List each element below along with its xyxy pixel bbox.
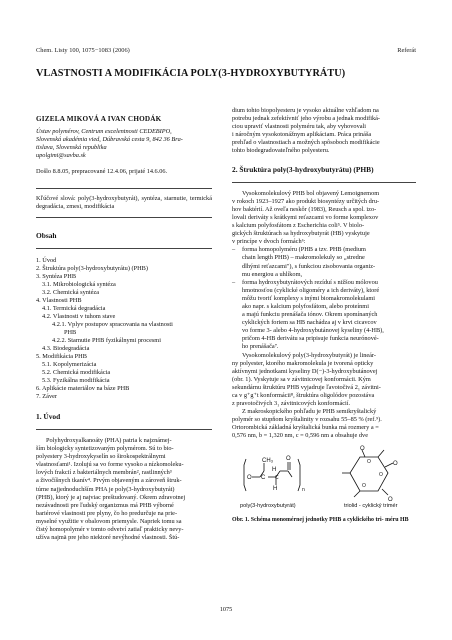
affiliation (36, 128, 212, 152)
text-line: dium tohto biopolyesteru je vysoko aktuálne vzhľadom na (232, 107, 379, 114)
text-line: vo forme 3- alebo 4-hydroxybutánovej kyseliny (4-HB), (242, 327, 384, 335)
text-line: aktívnymi jednotkami kyseliny D(−)-3-hydroxybutánovej (232, 367, 378, 375)
caption-label: Obr. 1. (232, 516, 250, 523)
keywords-box: Kľúčové slová: poly(3-hydroxybutyrát), syntéza, starnutie, termická degradácia, zmesi, modifikácia (36, 188, 212, 218)
toc-item: PHB (64, 328, 77, 336)
toc-item: 2. Štruktúra poly(3-hydroxybutyrátu) (PHB) (36, 264, 148, 272)
text-line: i náročným vysokotonážnym aplikáciam. Práca prináša (232, 131, 372, 139)
text-line: lových frakcií z bakteriálnych membrán², rastlinných³ (36, 469, 172, 477)
figure-label-right: triolid - cyklický trimér (344, 502, 398, 509)
text-line: ca v g⁺g⁺t konformácii⁸, štruktúra oligolódov pozostáva (232, 392, 375, 399)
figure-1 (232, 445, 416, 511)
text-line: polyestery 3-hydroxykyselín so širokospektrálnymi (36, 453, 166, 461)
text-line: ho prenášača⁷. (242, 343, 279, 351)
text-line: forma homopolyméru (PHB a tzv. PHB (medium (242, 246, 366, 254)
text-line: ciou upraviť vlastnosti polyméru tak, aby vyhovovali (232, 123, 367, 131)
toc-item: 3.1. Mikrobiologická syntéza (42, 280, 116, 288)
text-line: v princípe v dvoch formách⁶: (232, 238, 306, 246)
toc-item: 5. Modifikácia PHB (36, 352, 87, 360)
text-line: v rokoch 1923–1927 ako produkt biosyntézy určitých dru- (232, 197, 380, 205)
svg-text:O: O (388, 496, 393, 503)
text-line: Z makroskopického pohľadu je PHB semikryštalický (242, 408, 377, 416)
section2-heading: 2. Štruktúra poly(3-hydroxybutyrátu) (PHB) (232, 164, 374, 174)
toc-item: 5.3. Fyzikálna modifikácia (42, 376, 110, 384)
bullet-marker: – (232, 278, 236, 286)
text-line: a majú funkciu prenášača iónov. Okrem spomínaných (242, 311, 378, 319)
text-line: dlhými reťazcami"), s funkciou zisobovania organiz- (242, 262, 376, 270)
authors: GIZELA MIKOVÁ A IVAN CHODÁK (36, 115, 162, 123)
text-line: Vysokomolekulový PHB bol objavený Lemoignemom (242, 189, 380, 197)
text-line: vlastnosťami¹. Izolujú sa vo forme vysoko a nízkomoleku- (36, 461, 184, 469)
affiliation-line: tislava, Slovenská republika (36, 144, 107, 152)
figure-label-left: poly(3-hydroxybutyrát) (240, 502, 296, 509)
bullet-text (242, 246, 416, 278)
text-line: túrne najjednoduchším PHA je poly(3-hydroxybutyrát) (36, 485, 175, 493)
text-line: ny polyester, ktorého makromolekula je tvorená opticky (232, 359, 374, 367)
toc-item: 4.2.2. Starnutie PHB fyzikálnymi procesmi (52, 336, 161, 344)
page-number: 1075 (219, 606, 233, 613)
toc-divider (36, 248, 212, 249)
text-line: sekundárnu štruktúru PHB vyjadruje ľavotočivá 2₁ závitni- (232, 383, 381, 391)
text-line: chain length PHB) – makromolekuly so „stredne (242, 254, 365, 262)
toc-item: 3. Syntéza PHB (36, 272, 77, 280)
left-column (36, 107, 212, 542)
text-line: (PHB), ktorý je aj najviac preštudovaný. Okrem zdravotnej (36, 493, 186, 501)
figure-caption (232, 517, 416, 524)
table-of-contents (36, 257, 212, 401)
toc-item: 4.1. Termická degradácia (42, 304, 106, 312)
text-line: mu energiou a uhlíkom, (242, 270, 303, 278)
text-line: tohto biodegradovateľného polyesteru. (232, 147, 330, 155)
svg-text:H: H (273, 485, 278, 492)
toc-item: 4.2.1. Vplyv postupov spracovania na vlastnosti (52, 320, 173, 328)
toc-item: 5.2. Chemická modifikácia (42, 368, 111, 376)
svg-text:O: O (360, 445, 365, 452)
author-email[interactable]: upolgimi@savba.sk (36, 152, 86, 160)
toc-heading: Obsah (36, 230, 57, 240)
svg-text:O: O (393, 460, 398, 467)
section2-paragraph (232, 352, 416, 409)
toc-item: 1. Úvod (36, 256, 57, 264)
article-title: VLASTNOSTI A MODIFIKÁCIA POLY(3-HYDROXYBUTYRÁTU) (36, 68, 346, 79)
text-line: čistý homopolymér v tomto odvetví zatiaľ prakticky nevy- (36, 525, 184, 533)
text-line: môžu tvoriť komplexy s inými biomakromolekulami (242, 294, 375, 302)
text-line: cyklických foriem sa HB nachádza aj v krvi cicavcov (242, 319, 377, 327)
text-line: forma hydroxybutyrátových rezíduí s nižšou mólovou (242, 278, 378, 286)
text-line: prehľad o vlastnostiach a možných spôsoboch modifikácie (232, 139, 380, 147)
svg-text:C: C (275, 474, 279, 481)
text-line: Polyhydroxyalkanoáty (PHA) patria k najznámej- (46, 436, 172, 444)
triolide-structure (342, 450, 393, 497)
text-line: 0,576 nm, b = 1,320 nm, c = 0,596 nm a obsahuje dve (232, 432, 368, 440)
svg-text:O: O (379, 471, 383, 478)
text-line: hov baktérií. Až oveľa neskôr (1983), Reusch a spol. izo- (232, 205, 377, 213)
text-line: bariérové vlastnosti pre plyny, čo ho predurčuje na prie- (36, 509, 178, 517)
section-header: Referát (397, 47, 416, 54)
intro-heading: 1. Úvod (36, 411, 61, 421)
svg-text:n: n (302, 486, 305, 493)
section2-paragraph (232, 408, 416, 440)
received-dates: Došlo 8.8.05, prepracované 12.4.06, prijaté 14.6.06. (36, 168, 168, 176)
svg-text:O: O (362, 482, 366, 489)
text-line: a živočíšnych tkanív⁴. Prvým objaveným a zároveň štruk- (36, 477, 182, 485)
intro-paragraph (36, 437, 212, 542)
right-column (232, 107, 416, 524)
text-line: užíva najmä pre jeho niektoré nevýhodné vlastnosti. Štú- (36, 534, 180, 542)
svg-text:CH₃: CH₃ (262, 457, 274, 464)
caption-text: Schéma monomérnej jednotky PHB a cyklického tri- méru HB (250, 516, 409, 523)
bullet-item (232, 246, 416, 278)
text-line: polymér so stupňom kryštalinity v rozsahu 55–85 % (ref.⁹). (232, 416, 382, 424)
svg-text:H: H (272, 466, 277, 473)
affiliation-line: Ústav polymérov, Centrum excelentnosti CEDEBIPO, (36, 128, 172, 136)
text-line: (obr. 1). Vyskytuje sa v závitnicovej konformácii. Kým (232, 375, 371, 383)
text-line: nezávadnosti pre ľudský organizmus má PHB výborné (36, 501, 174, 509)
text-line: potrebu jednak zefektívniť jeho výrobu a jednak modifiká- (232, 115, 380, 123)
text-line: ším biologicky syntetizovaným polymérom. Sú to bio- (36, 445, 174, 453)
section2-intro (232, 190, 416, 247)
text-line: z pravotočivých 3₁ závitnicových konformácií. (232, 400, 351, 408)
svg-text:O: O (247, 474, 252, 481)
bullet-marker: – (232, 246, 236, 254)
text-line: ako napr. s kalcium polyfosfátom, alebo proteínmi (242, 302, 369, 310)
svg-text:O: O (367, 458, 371, 465)
chemical-structure-diagram (232, 445, 416, 505)
section2-divider (232, 182, 416, 183)
text-line: Vysokomolekulový poly(3-hydroxybutyrát) je lineár- (242, 351, 377, 359)
toc-item: 4.2. Vlastnosti v tuhom stave (42, 312, 116, 320)
toc-item: 6. Aplikácie materiálov na báze PHB (36, 384, 130, 392)
text-line: myselné využitie v obalovom priemysle. Napriek tomu sa (36, 517, 182, 525)
intro-divider (36, 429, 212, 430)
svg-text:O: O (286, 455, 291, 462)
toc-item: 4.3. Biodegradácia (42, 344, 90, 352)
text-line: lovali deriváty s krátkymi reťazcami vo forme komplexov (232, 213, 379, 221)
toc-item: 3.2. Chemická syntéza (42, 288, 100, 296)
text-line: s kalcium polyfosfátom z Escherichia coli⁵. V biolo- (232, 222, 365, 230)
text-line: pričom 4-HB derivátu sa pripisuje funkcia neurónové- (242, 335, 379, 343)
text-line: gických štruktúrach sa hydroxybutyrát (HB) vyskytuje (232, 230, 370, 238)
bullet-item (232, 279, 416, 352)
bullet-text (242, 279, 416, 352)
text-line: hmotnosťou (cyklické oligoméry a ich deriváty), ktoré (242, 286, 380, 294)
toc-item: 4. Vlastnosti PHB (36, 296, 82, 304)
intro-continuation (232, 107, 416, 156)
journal-header: Chem. Listy 100, 1075−1083 (2006) (36, 47, 130, 54)
svg-text:C: C (261, 474, 266, 481)
toc-item: 5.1. Kopolymerizácia (42, 360, 97, 368)
affiliation-line: Slovenská akadémia vied, Dúbravská cesta 9, 842 36 Bra- (36, 136, 183, 144)
text-line: Ortorombická základná kryštalická bunka má rozmery a = (232, 424, 379, 432)
toc-item: 7. Záver (36, 392, 57, 400)
